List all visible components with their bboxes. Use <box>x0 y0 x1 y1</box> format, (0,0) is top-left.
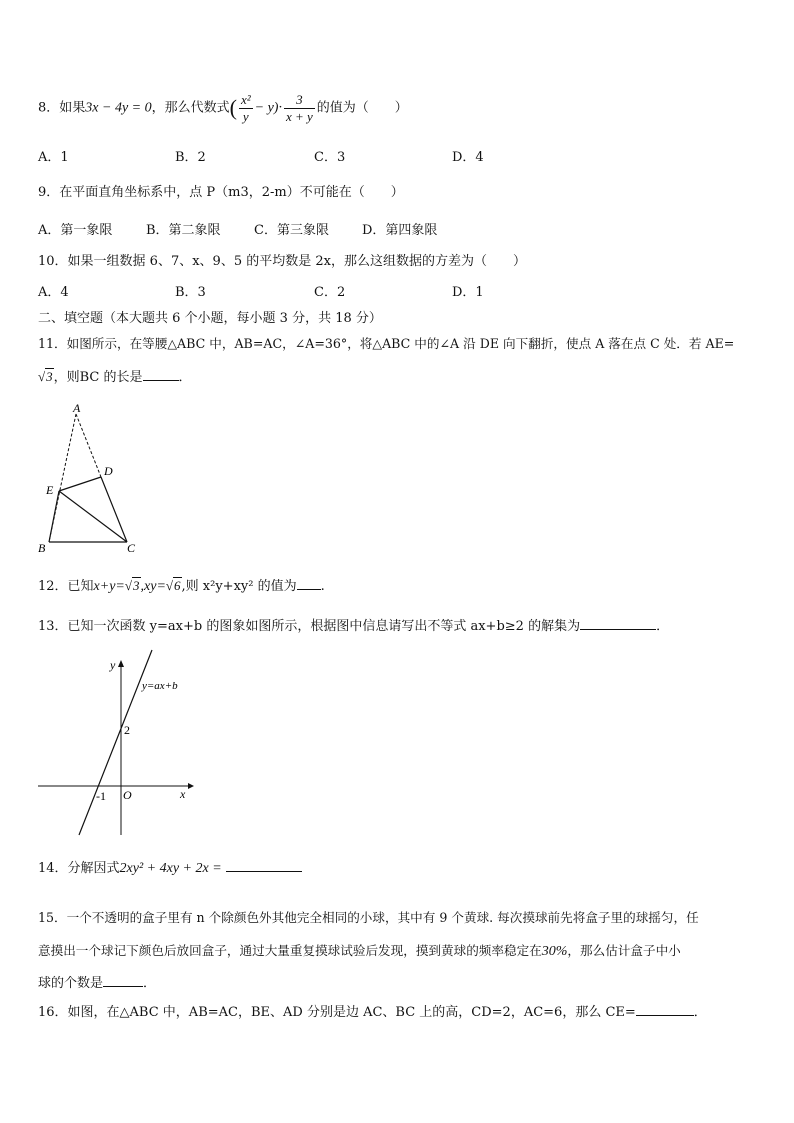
q12-sqrt1: √3 <box>124 578 140 593</box>
q12-expr2: ,xy= <box>140 579 166 594</box>
q8-option-c: C．3 <box>314 150 346 165</box>
q11-sqrt: √3 <box>38 369 53 384</box>
q15-percent: 30% <box>541 944 568 959</box>
q8-minus-y: − y)· <box>254 100 282 116</box>
q10-option-d: D．1 <box>452 285 484 300</box>
question-8 <box>38 90 408 126</box>
q8-option-d: D．4 <box>452 150 484 165</box>
q9-option-d: D．第四象限 <box>362 223 438 238</box>
q11-line-ad-dashed <box>76 414 101 477</box>
q15-end: ． <box>143 976 157 991</box>
q11-answer-blank <box>143 368 179 381</box>
q13-y-arrow-icon <box>118 660 124 667</box>
q12-sqrt1-value: 3 <box>133 578 140 593</box>
question-10: 10．如果一组数据 6、7、x、9、5 的平均数是 2x，那么这组数据的方差为（ ） <box>38 254 526 269</box>
q16-answer-blank <box>636 1003 694 1016</box>
q8-option-b: B．2 <box>175 150 206 165</box>
q13-origin-label: O <box>123 788 132 802</box>
q13-end: ． <box>656 619 670 634</box>
q11-line2-post: ，则BC 的长是 <box>53 370 143 385</box>
question-14 <box>38 858 302 880</box>
q11-sqrt-value: 3 <box>46 369 53 384</box>
q12-sqrt2: √6 <box>165 578 181 593</box>
q8-equation: 3x − 4y = 0 <box>85 100 152 116</box>
q8-frac1-num: x² <box>240 91 251 107</box>
section-2-heading: 二、填空题（本大题共 6 个小题，每小题 3 分，共 18 分） <box>38 311 382 326</box>
question-15-line2 <box>38 940 681 960</box>
q14-expr: 2xy² + 4xy + 2x = <box>119 861 222 876</box>
q16-end: ． <box>693 1005 707 1020</box>
q12-expr3: ,则 x²y+xy² 的值为 <box>181 579 297 594</box>
q8-fraction-1 <box>239 92 253 125</box>
q11-label-d: D <box>104 464 113 478</box>
q12-answer-blank <box>297 577 321 590</box>
q8-frac2-den: x + y <box>285 108 313 124</box>
question-15-line3 <box>38 972 156 991</box>
q13-x-label: x <box>180 787 186 801</box>
q9-option-b: B．第二象限 <box>146 223 221 238</box>
q12-expr1: x+y= <box>93 579 125 594</box>
q11-label-b: B <box>38 541 46 555</box>
q15-line3: 球的个数是 <box>38 976 104 991</box>
q13-answer-blank <box>580 617 656 630</box>
q8-open-paren: ( <box>229 95 237 120</box>
q8-mid: ，那么代数式 <box>151 100 230 116</box>
q8-post: 的值为（ ） <box>316 100 408 116</box>
q11-label-e: E <box>46 483 54 497</box>
q8-frac2-num: 3 <box>284 92 315 109</box>
q11-label-c: C <box>127 541 136 555</box>
q13-y-tick: 2 <box>124 723 130 737</box>
q10-option-a: A．4 <box>38 285 69 300</box>
q16-text: 16．如图，在△ABC 中，AB=AC，BE、AD 分别是边 AC、BC 上的高，CD=2，AC=6，那么 CE= <box>38 1005 636 1020</box>
q11-triangle-figure <box>30 400 150 560</box>
q11-end: ． <box>178 370 192 385</box>
question-12 <box>38 575 325 597</box>
q8-number: 8． <box>38 100 60 116</box>
q13-x-arrow-icon <box>188 783 194 789</box>
q12-pre: 12．已知 <box>38 579 94 594</box>
q13-line-label: y=ax+b <box>142 680 178 692</box>
q8-option-a: A．1 <box>38 150 69 165</box>
q14-answer-blank <box>226 859 302 872</box>
q10-option-c: C．2 <box>314 285 346 300</box>
q13-y-label: y <box>110 658 116 672</box>
q8-pre: 如果 <box>59 100 86 116</box>
q13-x-tick: -1 <box>96 789 106 803</box>
q12-sqrt2-value: 6 <box>174 578 181 593</box>
q13-function-line <box>79 650 152 835</box>
q12-end: . <box>320 579 325 594</box>
q8-fraction-2 <box>284 92 315 125</box>
q15-line2-pre: 意摸出一个球记下颜色后放回盒子，通过大量重复摸球试验后发现，摸到黄球的频率稳定在 <box>38 943 542 958</box>
question-13 <box>38 615 669 634</box>
question-15-line1: 15．一个不透明的盒子里有 n 个除颜色外其他完全相同的小球，其中有 9 个黄球. 每次摸球前先将盒子里的球摇匀，任 <box>38 910 699 925</box>
q15-line2-post: ，那么估计盒子中小 <box>567 943 681 958</box>
q9-option-a: A．第一象限 <box>38 223 113 238</box>
q11-label-a: A <box>73 401 81 415</box>
q13-graph <box>30 645 200 840</box>
q9-option-c: C．第三象限 <box>254 223 329 238</box>
question-11-line1: 11．如图所示，在等腰△ABC 中，AB=AC，∠A=36°，将△ABC 中的∠A 沿 DE 向下翻折，使点 A 落在点 C 处．若 AE= <box>38 336 735 351</box>
q8-frac1-den: y <box>242 108 249 124</box>
q11-line-ed <box>59 477 101 491</box>
q13-text: 13．已知一次函数 y=ax+b 的图象如图所示，根据图中信息请写出不等式 ax+b≥2 的解集为 <box>38 619 581 634</box>
q15-answer-blank <box>103 974 143 987</box>
question-16 <box>38 1001 707 1020</box>
question-11-line2 <box>38 366 192 388</box>
q14-pre: 14．分解因式 <box>38 861 120 876</box>
question-9: 9．在平面直角坐标系中，点 P（m3，2-m）不可能在（ ） <box>38 185 404 200</box>
q10-option-b: B．3 <box>175 285 206 300</box>
q11-line-eb <box>49 491 59 542</box>
